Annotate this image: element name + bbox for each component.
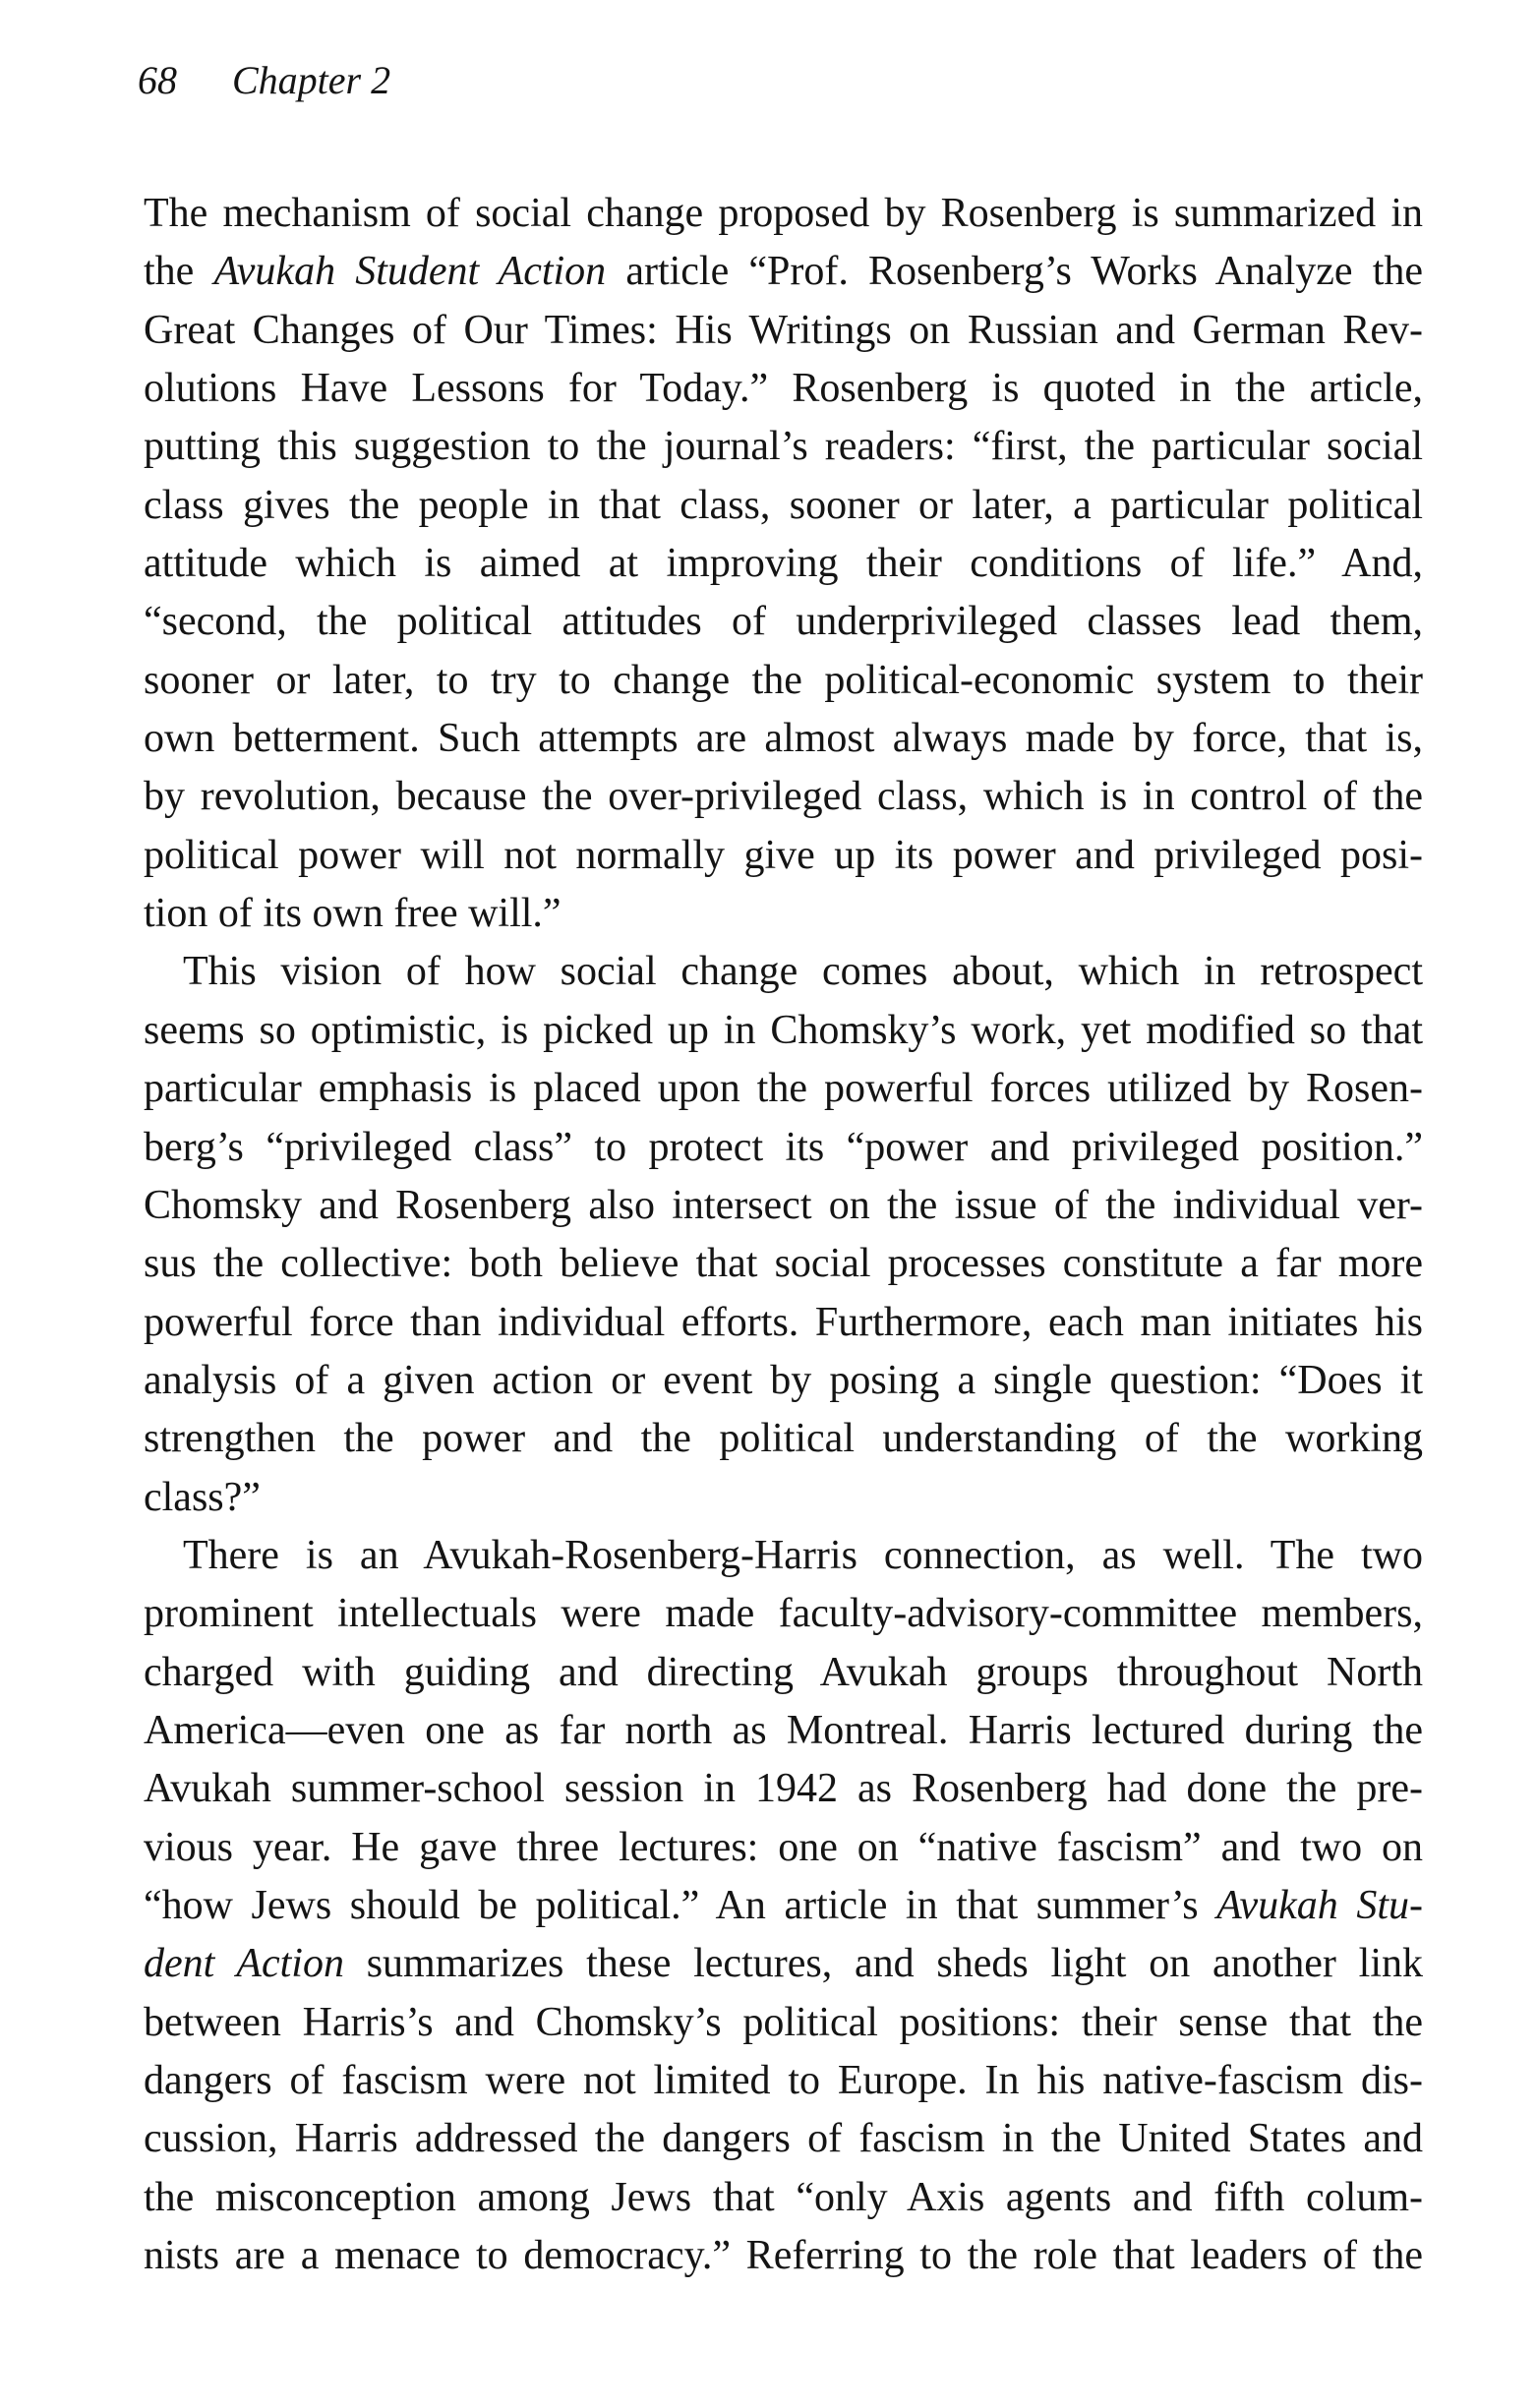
italic-title: dent Action bbox=[144, 1941, 344, 1987]
text-line: Chomsky and Rosenberg also intersect on the issue of the individual ver- bbox=[144, 1182, 1423, 1228]
text-line: sus the collective: both believe that social processes constitute a far more bbox=[144, 1241, 1423, 1287]
chapter-title: Chapter 2 bbox=[232, 58, 391, 102]
running-head bbox=[138, 58, 391, 102]
text-line bbox=[144, 1935, 1423, 1993]
text-line: by revolution, because the over-privileged class, which is in control of the bbox=[144, 774, 1423, 820]
text-line: vious year. He gave three lectures: one on “native fascism” and two on bbox=[144, 1824, 1423, 1870]
text-line: nists are a menace to democracy.” Referring to the role that leaders of the bbox=[144, 2233, 1423, 2279]
text-line: berg’s “privileged class” to protect its “power and privileged position.” bbox=[144, 1124, 1423, 1170]
text-line: own betterment. Such attempts are almost always made by force, that is, bbox=[144, 716, 1423, 762]
text-line: Great Changes of Our Times: His Writings on Russian and German Rev- bbox=[144, 307, 1423, 353]
text-line: There is an Avukah-Rosenberg-Harris connection, as well. The two bbox=[183, 1532, 1423, 1578]
text-line: class?” bbox=[144, 1474, 261, 1520]
text-span: article “Prof. Rosenberg’s Works Analyze the bbox=[606, 249, 1424, 295]
text-line bbox=[144, 243, 1423, 301]
text-line: attitude which is aimed at improving their conditions of life.” And, bbox=[144, 541, 1423, 587]
text-line: seems so optimistic, is picked up in Chomsky’s work, yet modified so that bbox=[144, 1007, 1423, 1053]
text-line: prominent intellectuals were made faculty-advisory-committee members, bbox=[144, 1591, 1423, 1637]
page-number: 68 bbox=[138, 58, 177, 102]
text-line: the misconception among Jews that “only Axis agents and fifth colum- bbox=[144, 2174, 1423, 2220]
text-line: This vision of how social change comes about, which in retrospect bbox=[183, 949, 1423, 995]
text-line: Avukah summer-school session in 1942 as Rosenberg had done the pre- bbox=[144, 1766, 1423, 1812]
text-line bbox=[144, 1877, 1423, 1935]
italic-title: Avukah Stu- bbox=[1216, 1882, 1423, 1928]
text-line: between Harris’s and Chomsky’s political positions: their sense that the bbox=[144, 1999, 1423, 2045]
text-line: charged with guiding and directing Avukah groups throughout North bbox=[144, 1649, 1423, 1695]
text-line: powerful force than individual efforts. Furthermore, each man initiates his bbox=[144, 1299, 1423, 1345]
italic-title: Avukah Student Action bbox=[213, 249, 607, 295]
text-line: olutions Have Lessons for Today.” Rosenberg is quoted in the article, bbox=[144, 366, 1423, 412]
text-line: analysis of a given action or event by posing a single question: “Does it bbox=[144, 1357, 1423, 1403]
text-span: the bbox=[144, 249, 214, 295]
body-text bbox=[144, 185, 1423, 2285]
text-span: “how Jews should be political.” An article in that summer’s bbox=[144, 1882, 1217, 1928]
text-line: The mechanism of social change proposed by Rosenberg is summarized in bbox=[144, 191, 1423, 236]
text-line: particular emphasis is placed upon the powerful forces utilized by Rosen- bbox=[144, 1066, 1423, 1112]
text-line: cussion, Harris addressed the dangers of fascism in the United States and bbox=[144, 2116, 1423, 2162]
text-line: strengthen the power and the political understanding of the working bbox=[144, 1416, 1423, 1462]
text-span: summarizes these lectures, and sheds light on another link bbox=[343, 1941, 1423, 1987]
text-line: “second, the political attitudes of underprivileged classes lead them, bbox=[144, 599, 1423, 645]
text-line: America—even one as far north as Montreal. Harris lectured during the bbox=[144, 1707, 1423, 1753]
text-line: sooner or later, to try to change the political-economic system to their bbox=[144, 657, 1423, 703]
text-line: tion of its own free will.” bbox=[144, 891, 562, 937]
text-line: putting this suggestion to the journal’s readers: “first, the particular social bbox=[144, 424, 1423, 470]
text-line: political power will not normally give up its power and privileged posi- bbox=[144, 832, 1423, 878]
text-line: class gives the people in that class, sooner or later, a particular political bbox=[144, 482, 1423, 528]
text-line: dangers of fascism were not limited to Europe. In his native-fascism dis- bbox=[144, 2058, 1423, 2103]
